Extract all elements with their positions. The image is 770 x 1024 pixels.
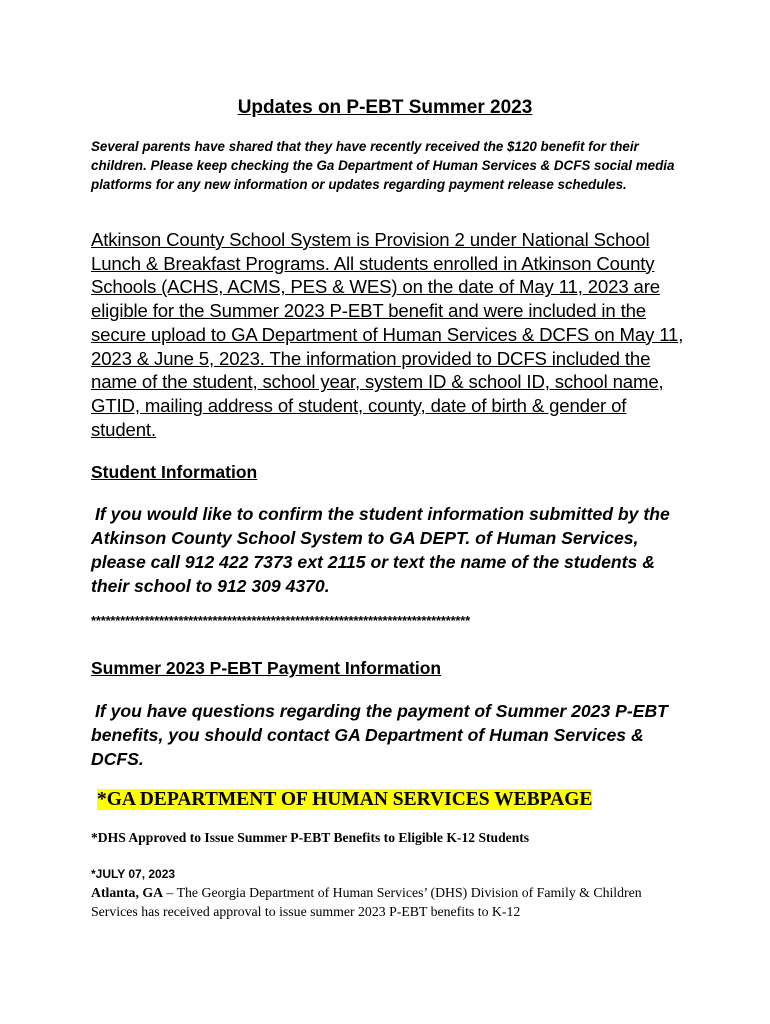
news-body	[91, 883, 681, 921]
news-headline: *DHS Approved to Issue Summer P-EBT Benefits to Eligible K-12 Students	[91, 830, 530, 845]
payment-information-heading: Summer 2023 P-EBT Payment Information	[91, 658, 442, 678]
dhs-webpage-link-prefix: *	[97, 789, 107, 810]
provision-paragraph: Atkinson County School System is Provision 2 under National School Lunch & Breakfast Programs. All students enrolled in Atkinson County Schools (ACHS, ACMS, PES & WES) on the date of May 11, 2023 are eligible for the Summer 2023 P-EBT benefit and were included in the secure upload to GA Department of Human Services & DCFS on May 11, 2023 & June 5, 2023. The information provided to DCFS included the name of the student, school year, system ID & school ID, school name, GTID, mailing address of student, county, date of birth & gender of student.	[91, 229, 684, 440]
page-title: Updates on P-EBT Summer 2023	[237, 97, 533, 118]
asterisk-separator: ******************************************************************************	[91, 613, 471, 628]
news-dateline: Atlanta, GA	[91, 885, 164, 900]
payment-information-callout: If you have questions regarding the payment of Summer 2023 P-EBT benefits, you should contact GA Department of Human Services & DCFS.	[91, 701, 668, 769]
intro-paragraph: Several parents have shared that they have recently received the $120 benefit for their children. Please keep checking the Ga Department of Human Services & DCFS social media platforms for any new information or updates regarding payment release schedules.	[91, 139, 675, 192]
news-body-text: – The Georgia Department of Human Services’ (DHS) Division of Family & Children Services has received approval to issue summer 2023 P-EBT benefits to K-12	[91, 885, 642, 919]
dhs-webpage-link-label: GA DEPARTMENT OF HUMAN SERVICES WEBPAGE	[106, 789, 593, 810]
news-date: *JULY 07, 2023	[91, 867, 176, 881]
dhs-webpage-link[interactable]	[97, 787, 592, 813]
student-information-callout: If you would like to confirm the student information submitted by the Atkinson County School System to GA DEPT. of Human Services, please call 912 422 7373 ext 2115 or text the name of the students & their school to 912 309 4370.	[91, 504, 670, 596]
student-information-heading: Student Information	[91, 462, 258, 482]
